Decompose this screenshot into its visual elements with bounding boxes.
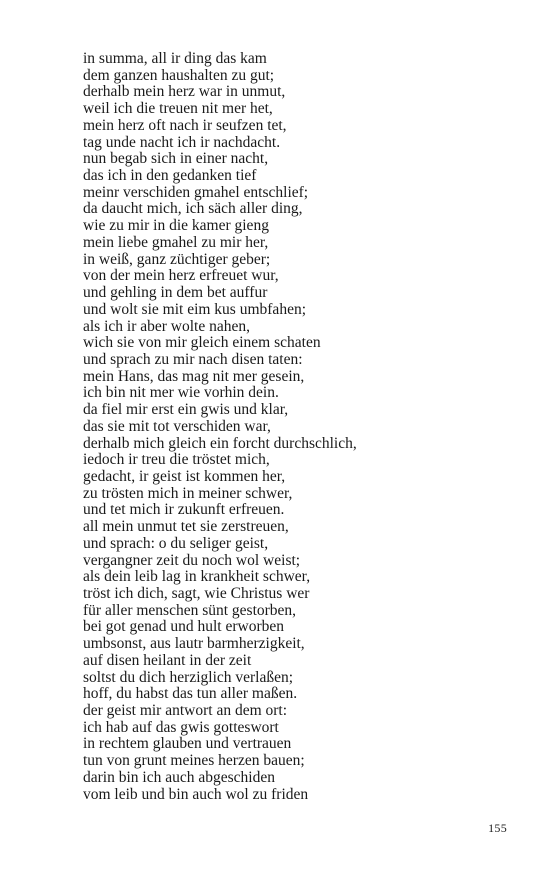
poem-line: hoff, du habst das tun aller maßen. — [83, 685, 298, 703]
poem-line: von der mein herz erfreuet wur, — [83, 267, 279, 285]
poem-line: wich sie von mir gleich einem schaten — [83, 334, 321, 352]
poem-line: und wolt sie mit eim kus umbfahen; — [83, 300, 307, 318]
poem-line: ich bin nit mer wie vorhin dein. — [83, 384, 279, 402]
poem-text — [83, 51, 357, 803]
poem-line: in rechtem glauben und vertrauen — [83, 735, 292, 753]
poem-line: als dein leib lag in krankheit schwer, — [83, 568, 311, 586]
poem-line: umbsonst, aus lautr barmherzigkeit, — [83, 635, 305, 653]
poem-line: tröst ich dich, sagt, wie Christus wer — [83, 585, 310, 602]
poem-line: das ich in den gedanken tief — [83, 167, 257, 185]
poem-line: und sprach zu mir nach disen taten: — [83, 350, 303, 368]
poem-line: vergangner zeit du noch wol weist; — [83, 551, 301, 569]
poem-line: zu trösten mich in meiner schwer, — [83, 484, 293, 502]
poem-line: wie zu mir in die kamer gieng — [83, 217, 269, 235]
poem-line: ich hab auf das gwis gotteswort — [83, 718, 279, 736]
poem-line: in weiß, ganz züchtiger geber; — [83, 250, 271, 268]
poem-line: als ich ir aber wolte nahen, — [83, 317, 250, 335]
poem-line: in summa, all ir ding das kam — [83, 50, 267, 67]
poem-line: all mein unmut tet sie zerstreuen, — [83, 518, 289, 536]
poem-line: der geist mir antwort an dem ort: — [83, 702, 288, 720]
poem-line: iedoch ir treu die tröstet mich, — [83, 451, 270, 469]
poem-line: weil ich die treuen nit mer het, — [83, 100, 273, 118]
poem-line: da fiel mir erst ein gwis und klar, — [83, 401, 289, 419]
poem-line: da daucht mich, ich säch aller ding, — [83, 200, 303, 218]
poem-line: für aller menschen sünt gestorben, — [83, 601, 297, 619]
poem-line: nun begab sich in einer nacht, — [83, 150, 269, 168]
poem-line: auf disen heilant in der zeit — [83, 651, 252, 669]
poem-line: mein herz oft nach ir seufzen tet, — [83, 116, 287, 134]
poem-line: vom leib und bin auch wol zu friden — [83, 785, 309, 803]
poem-line: mein Hans, das mag nit mer gesein, — [83, 367, 305, 385]
poem-line: das sie mit tot verschiden war, — [83, 417, 271, 435]
page-number: 155 — [488, 821, 507, 835]
poem-line: derhalb mich gleich ein forcht durchschlich, — [83, 434, 357, 452]
poem-line: derhalb mein herz war in unmut, — [83, 83, 286, 101]
poem-line: tun von grunt meines herzen bauen; — [83, 752, 305, 770]
poem-line: und gehling in dem bet auffur — [83, 284, 268, 302]
poem-line: soltst du dich herziglich verlaßen; — [83, 668, 294, 686]
poem-line: meinr verschiden gmahel entschlief; — [83, 183, 309, 201]
poem-line: gedacht, ir geist ist kommen her, — [83, 467, 286, 485]
poem-line: und tet mich ir zukunft erfreuen. — [83, 501, 285, 519]
poem-line: mein liebe gmahel zu mir her, — [83, 233, 269, 251]
poem-line: bei got genad und hult erworben — [83, 618, 285, 636]
poem-line: dem ganzen haushalten zu gut; — [83, 66, 275, 84]
poem-line: und sprach: o du seliger geist, — [83, 534, 269, 552]
poem-line: darin bin ich auch abgeschiden — [83, 768, 275, 786]
poem-line: tag unde nacht ich ir nachdacht. — [83, 133, 281, 151]
